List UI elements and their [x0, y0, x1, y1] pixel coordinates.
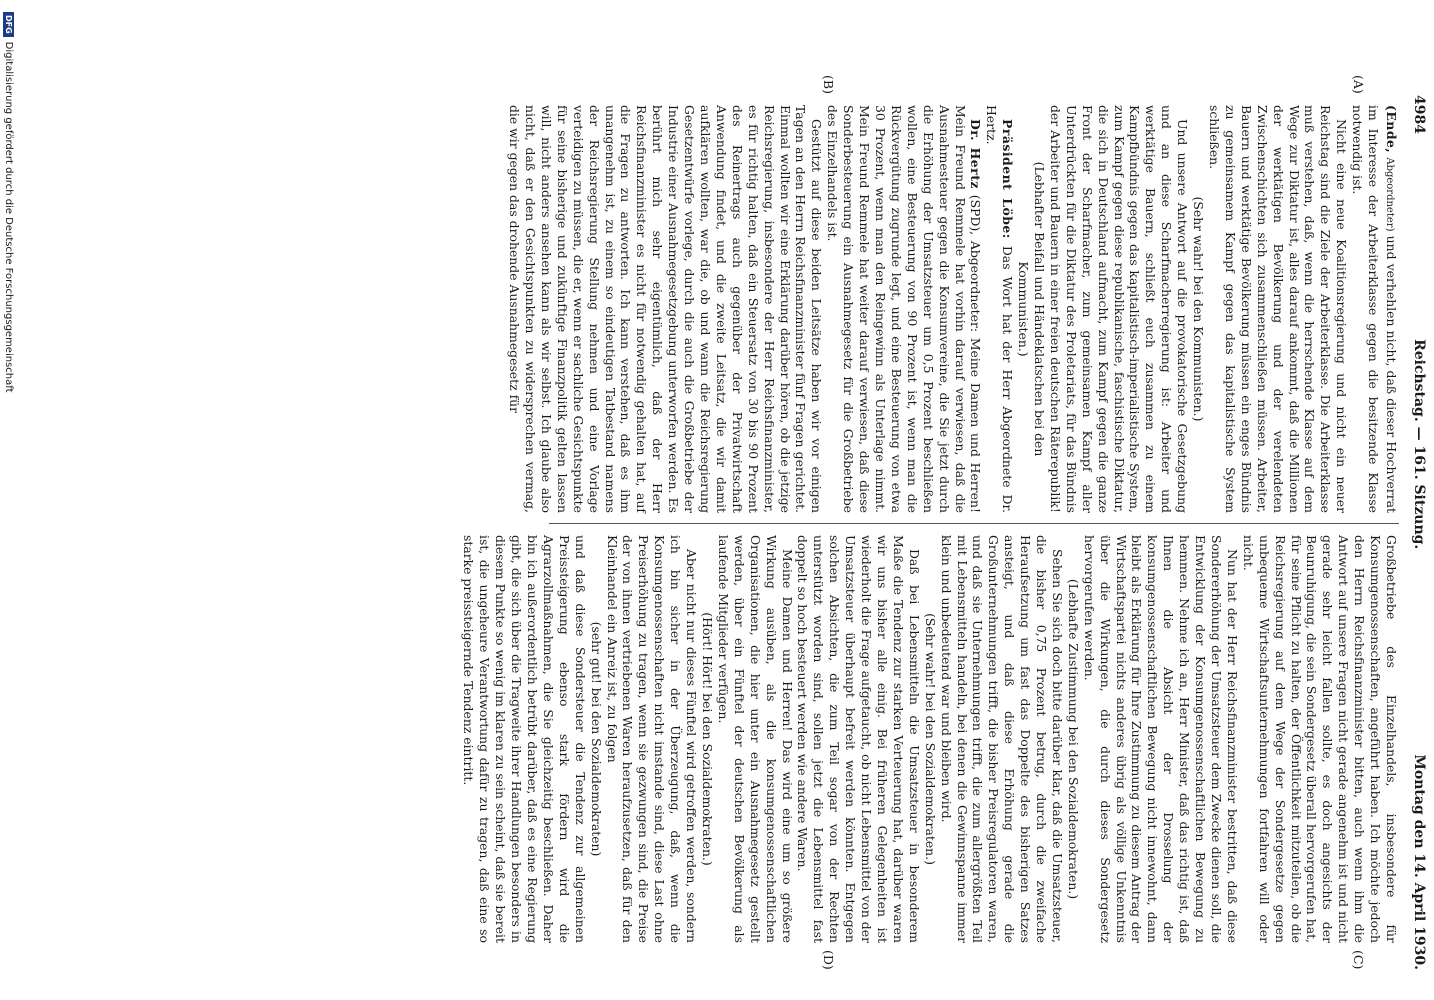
- paragraph: Und unsere Antwort auf die provokatorische Gesetzgebung und an diese Scharfmacherregierung ist: Arbeiter und werktätige Bauern, schließt euch zusammen zu einem Kampfbündnis gegen das kapitalistisch-imperialistische System, zum Kampf gegen diese republikanische, faschistische Diktatur, die sich in Deutschland aufmacht, zum Kampf gegen die ganze Front der Scharfmacher, zum gemeinsamen Kampf aller Unterdrückten für die Diktatur des Proletariats, für das Bündnis der Arbeiter und Bauern in einer freien deutschen Räterepublik!: [1047, 105, 1191, 513]
- speaker-role: (SPD), Abgeordneter:: [968, 194, 984, 333]
- right-column: [461, 535, 1399, 943]
- paragraph: Gestützt auf diese beiden Leitsätze haben wir vor einigen Tagen an den Herrn Reichsfinanzminister fünf Fragen gerichtet. Einmal wollten wir eine Erklärung darüber hören, ob die jetzige Reichsregierung, insbesondere der Herr Reichsfinanzminister, es für richtig halten, daß ein Steuersatz von 30 bis 90 Prozent des Reinertrags auch gegenüber der Privatwirtschaft Anwendung findet, und die zweite Leitsatz, die wir damit aufklären wollten, war die, ob und wann die Reichsregierung Gesetzentwürfe vorlege, durch die auch die Großbetriebe der Industrie einer Ausnahmegesetzgebung unterworfen werden. Es berührt mich sehr eigentümlich, daß der Herr Reichsfinanzminister es nicht für notwendig gehalten hat, auf die Fragen zu antworten. Ich kann verstehen, daß es ihm unangenehm ist, zu einem so eindeutigen Tatbestand namens der Reichsregierung Stellung nehmen und eine Vorlage verteidigen zu müssen, die er, wenn er sachliche Gesichtspunkte für seine bisherige und zukünftige Finanzpolitik gelten lassen will, nicht anders ansehen kann als wir selbst. Ich glaube also nicht, daß er den Gesichtspunkten zu widersprechen vermag, die wir gegen das drohende Ausnahmegesetz für: [507, 105, 825, 513]
- margin-mark-b: (B): [821, 75, 836, 94]
- interjection: (sehr gut! bei den Sozialdemokraten): [588, 621, 604, 857]
- paragraph: [1349, 105, 1399, 513]
- margin-mark-d: (D): [821, 950, 836, 970]
- paragraph-text: Meine Damen und Herren! Mein Freund Remmele hat vorhin darauf verwiesen, daß die Ausnahmesteuer gegen die Konsumvereine, die Sie jetzt durch die Erhöhung der Umsatzsteuer um 0,5 Prozent beschließen wollen, eine Besteuerung von 90 Prozent ist, wenn man die Rückvergütung zugrunde legt, und eine Besteuerung von etwa 30 Prozent, wenn man den Reingewinn als Unterlage nimmt. Mein Freund Remmele hat weiter darauf verwiesen, daß diese Sonderbesteuerung ein Ausnahmegesetz für die Großbetriebe des Einzelhandels ist.: [825, 105, 984, 513]
- dfg-logo: DFG: [4, 12, 15, 37]
- page-number: 4984: [1411, 95, 1427, 134]
- president-label: Präsident Löbe:: [1000, 119, 1016, 239]
- interjection: (Lebhafte Zustimmung bei den Sozialdemokraten.): [1065, 578, 1081, 900]
- paragraph: [983, 105, 1015, 513]
- speaker-name: (Ende,: [1384, 105, 1399, 154]
- paragraph: Daß bei Lebensmitteln die Umsatzsteuer in besonderem Maße die Tendenz zur starken Verteuerung hat, darüber waren wir uns bisher alle einig. Bei früheren Gelegenheiten ist wiederholt die Frage aufgetaucht, ob nicht Lebensmittel von der Umsatzsteuer überhaupt befreit werden könnten. Entgegen solchen Absichten, die zum Teil sogar von der Rechten unterstützt worden sind, sollen jetzt die Lebensmittel fast doppelt so hoch besteuert werden wie andere Waren.: [795, 535, 922, 943]
- paragraph: und daß diese Sondersteuer die Tendenz zur allgemeinen Preissteigerung ebenso stark fördern wird die Agrarzollmaßnahmen, die Sie gleichzeitig beschließen. Daher bin ich außerordentlich betrübt darüber, daß es eine Regierung gibt, die sich über die Tragweite ihrer Handlungen besonders in diesem Punkte so wenig im klaren zu sein scheint, daß sie bereit ist, die ungeheure Verantwortung dafür zu tragen, daß eine so starke preissteigernde Tendenz eintritt.: [461, 535, 588, 943]
- paragraph: Sehen Sie sich doch bitte darüber klar, daß die Umsatzsteuer, die bisher 0,75 Prozent betrug, durch die zweifache Heraufsetzung um fast das Doppelte des bisherigen Satzes ansteigt, und daß diese Erhöhung gerade die Großunternehmungen trifft, die bisher Preisregulatoren waren, und daß sie Unternehmungen trifft, die zum allergrößten Teil mit Lebensmitteln handeln, bei denen die Gewinnspanne immer klein und unbedeutend war und bleiben wird.: [938, 535, 1065, 943]
- paragraph-text: Das Wort hat der Herr Abgeordnete Dr. Hertz.: [984, 105, 1016, 513]
- speaker-name: Dr. Hertz: [968, 119, 984, 189]
- paragraph-text: und verhehlen nicht, daß dieser Hochverrat im Interesse der Arbeiterklasse gegen die besitzende Klasse notwendig ist.: [1350, 105, 1399, 513]
- speaker-role: Abgeordneter): [1384, 157, 1395, 232]
- session-date: Montag den 14. April 1930.: [1411, 754, 1427, 970]
- session-title: Reichstag. — 161. Sitzung.: [1411, 339, 1427, 550]
- interjection: (Hört! Hört! bei den Sozialdemokraten.): [700, 612, 716, 866]
- funding-credit: Digitalisierung gefördert durch die Deutsche Forschungsgemeinschaft: [3, 41, 15, 393]
- interjection: (Sehr wahr! bei den Sozialdemokraten.): [922, 613, 938, 865]
- margin-mark-c: (C): [1351, 950, 1366, 970]
- paragraph: Nun hat der Herr Reichsfinanzminister bestritten, daß diese Sondererhöhung der Umsatzsteuer dem Zwecke dienen soll, die Entwicklung der Konsumgenossenschaftlichen Bewegung zu hemmen. Nehme ich an, Herr Minister, daß das richtig ist, daß Ihnen die Absicht der Drosselung der konsumgenossenschaftlichen Bewegung nicht innewohnt, dann bleibt als Erklärung für Ihre Zustimmung zu diesem Antrag der Wirtschaftspartei nichts anderes übrig als völlige Unkenntnis über die Wirkungen, die durch dieses Sondergesetz hervorgerufen werden.: [1081, 535, 1240, 943]
- page-header: [1404, 95, 1434, 970]
- funding-footer: [0, 0, 18, 1000]
- interjection: (Sehr wahr! bei den Kommunisten.): [1191, 196, 1207, 422]
- column-divider: [549, 523, 1399, 524]
- paragraph: Aber nicht nur dieses Fünftel wird getroffen werden, sondern ich bin sicher in der Überzeugung, daß, wenn die Konsumgenossenschaften nicht imstande sind, diese Last ohne Preiserhöhung zu tragen, wenn sie gezwungen sind, die Preise der von ihnen vertriebenen Waren heraufzusetzen, daß für den Kleinhandel ein Anreiz ist, zu folgen: [604, 535, 700, 943]
- left-column: [507, 105, 1399, 513]
- interjection: (Lebhafter Beifall und Händeklatschen bei den Kommunisten.): [1016, 161, 1048, 457]
- paragraph: Großbetriebe des Einzelhandels, insbesondere für Konsumgenossenschaften, angeführt haben. Ich möchte jedoch den Herrn Reichsfinanzminister bitten, auch wenn ihm die Antwort auf unsere Fragen nicht gerade angenehm ist und nicht gerade sehr leicht fallen sollte, es doch angesichts der Beunruhigung, die sein Sondergesetz überall hervorgerufen hat, für seine Pflicht zu halten, der Öffentlichkeit mitzuteilen, ob die Reichsregierung auf dem Wege der Sondergesetze gegen unbequeme Wirtschaftsunternehmungen fortfahren will oder nicht.: [1240, 535, 1399, 943]
- margin-mark-a: (A): [1351, 75, 1366, 94]
- paragraph: [824, 105, 983, 513]
- paragraph: Meine Damen und Herren! Das wird eine um so größere Wirkung ausüben, als die konsumgenossenschaftlichen Organisationen, die hier unter ein Ausnahmegesetz gestellt werden, über ein Fünftel der deutschen Bevölkerung als laufende Mitglieder verfügen.: [715, 535, 795, 943]
- paragraph: Nicht eine neue Koalitionsregierung und nicht ein neuer Reichstag sind die Ziele der Arbeiterklasse. Die Arbeiterklasse muß verstehen, daß, wenn die herrschende Klasse auf dem Wege zur Diktatur ist, alles darauf ankommt, daß die Millionen der werktätigen Bevölkerung und der verelendeten Zwischenschichten sich zusammenschließen müssen. Arbeiter, Bauern und werktätige Bevölkerung müssen ein enges Bündnis zu gemeinsamem Kampf gegen das kapitalistische System schließen.: [1207, 105, 1350, 513]
